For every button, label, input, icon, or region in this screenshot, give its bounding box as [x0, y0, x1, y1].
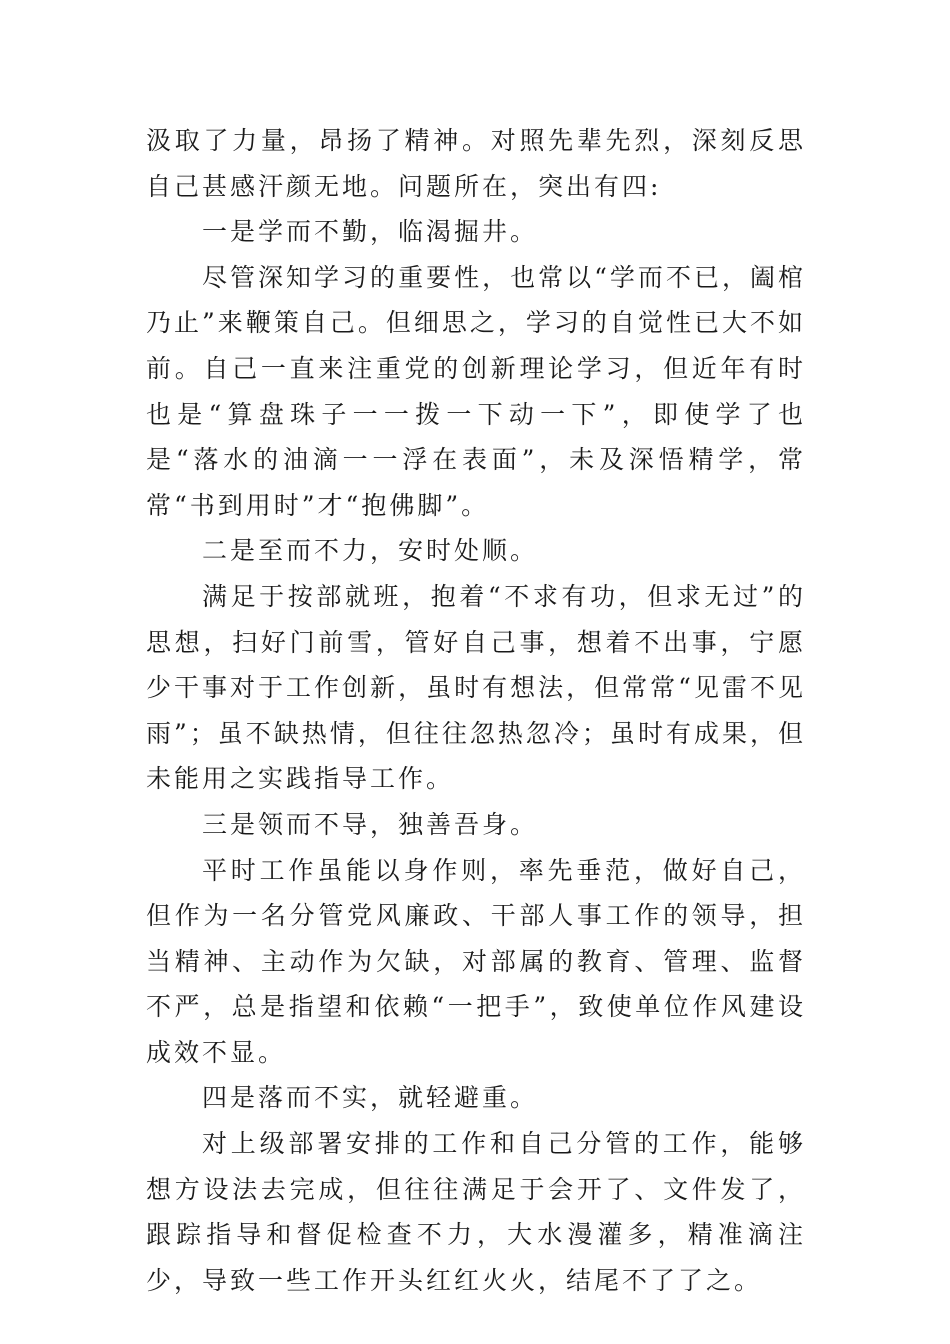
section-heading-2: 二是至而不力，安时处顺。: [202, 536, 539, 566]
paragraph-body-1: 尽管深知学习的重要性，也常以“学而不已，阖棺乃止”来鞭策自己。但细思之，学习的自觉性已大不如前。自己一直来注重党的创新理论学习，但近年有时也是“算盘珠子一一拨一下动一下”，即使学了也是“落水的油滴一一浮在表面”，未及深悟精学，常常“书到用时”才“抱佛脚”。: [146, 262, 806, 520]
paragraph-body-2: 满足于按部就班，抱着“不求有功，但求无过”的思想，扫好门前雪，管好自己事，想着不出事，宁愿少干事对于工作创新，虽时有想法，但常常“见雷不见雨”；虽不缺热情，但往往忽热忽冷；虽时有成果，但未能用之实践指导工作。: [146, 581, 806, 794]
section-heading-4: 四是落而不实，就轻避重。: [202, 1083, 539, 1113]
paragraph-body-3: 平时工作虽能以身作则，率先垂范，做好自己，但作为一名分管党风廉政、干部人事工作的领导，担当精神、主动作为欠缺，对部属的教育、管理、监督不严，总是指望和依赖“一把手”，致使单位作风建设成效不显。: [146, 855, 806, 1067]
paragraph-continuation: 汲取了力量，昂扬了精神。对照先辈先烈，深刻反思自己甚感汗颜无地。问题所在，突出有四:: [146, 126, 806, 201]
paragraph-body-4: 对上级部署安排的工作和自己分管的工作，能够想方设法去完成，但往往满足于会开了、文件发了，跟踪指导和督促检查不力，大水漫灌多，精准滴注少，导致一些工作开头红红火火，结尾不了了之。: [146, 1129, 806, 1295]
section-heading-1: 一是学而不勤，临渴掘井。: [202, 217, 539, 247]
document-body: [146, 118, 806, 1303]
section-heading-3: 三是领而不导，独善吾身。: [202, 809, 539, 839]
